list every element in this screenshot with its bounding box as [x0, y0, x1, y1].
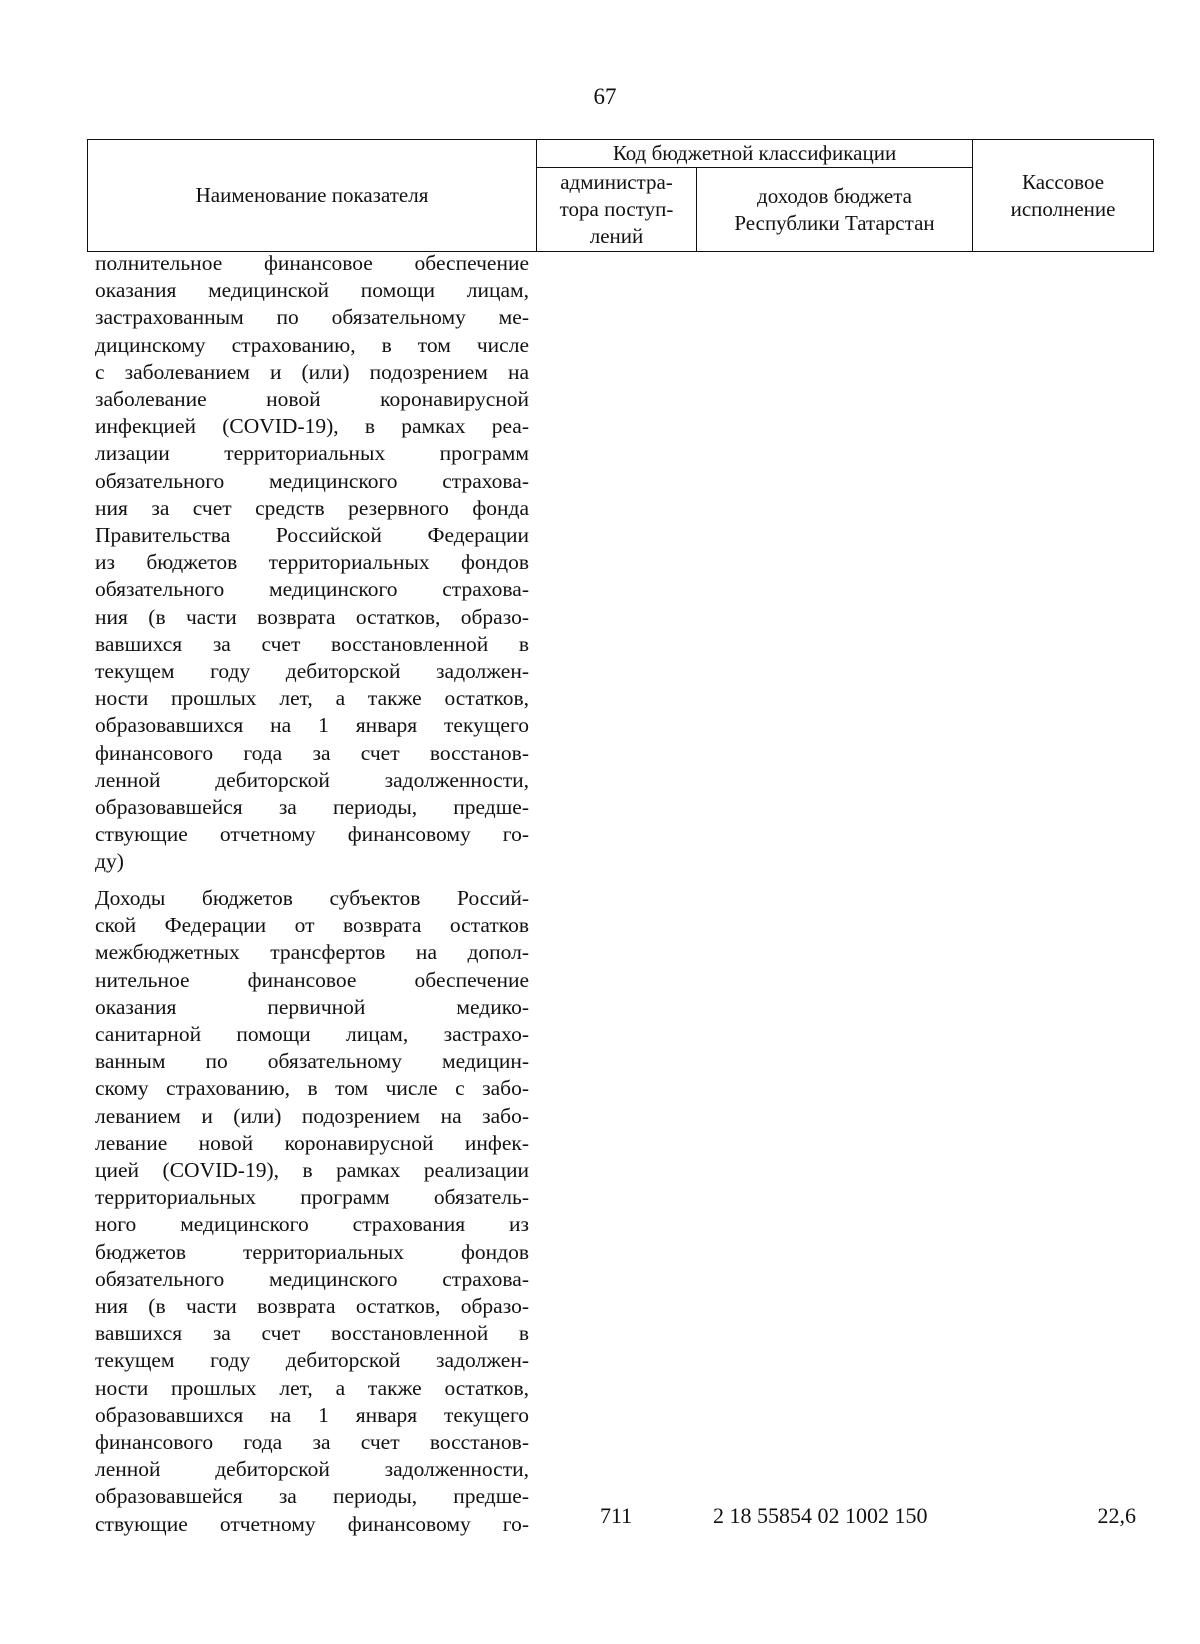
text-line: межбюджетных трансфертов на допол- — [95, 940, 529, 965]
row-1-indicator-name — [95, 250, 529, 876]
text-line: образовавшейся за периоды, предше- — [95, 1484, 529, 1509]
text-line: леванием и (или) подозрением на забо- — [95, 1103, 529, 1128]
text-line: территориальных программ обязатель- — [95, 1185, 529, 1210]
header-cash-execution-line: исполнение — [1010, 196, 1116, 221]
text-line: ного медицинского страхования из — [95, 1212, 529, 1237]
text-line: образовавшихся на 1 января текущего — [95, 713, 529, 738]
text-line: из бюджетов территориальных фондов — [95, 550, 529, 575]
text-line: ствующие отчетному финансовому го- — [95, 822, 529, 847]
text-line: санитарной помощи лицам, застрахо- — [95, 1022, 529, 1047]
header-administrator — [537, 168, 697, 252]
text-line: текущем году дебиторской задолжен- — [95, 1348, 529, 1373]
text-line: нительное финансовое обеспечение — [95, 967, 529, 992]
text-line: полнительное финансовое обеспечение — [95, 251, 529, 275]
text-line: оказания медицинской помощи лицам, — [95, 278, 529, 303]
text-line: скому страхованию, в том числе с забо- — [95, 1076, 529, 1101]
text-line: Правительства Российской Федерации — [95, 523, 529, 548]
text-line: цией (COVID-19), в рамках реализации — [95, 1158, 529, 1183]
text-line: дицинскому страхованию, в том числе — [95, 332, 529, 357]
header-administrator-line: администра- — [560, 170, 673, 194]
text-line: оказания первичной медико- — [95, 994, 529, 1019]
text-line: лизации территориальных программ — [95, 441, 529, 466]
text-line: ленной дебиторской задолженности, — [95, 767, 529, 792]
text-line: Доходы бюджетов субъектов Россий- — [95, 886, 529, 910]
text-line: с заболеванием и (или) подозрением на — [95, 359, 529, 384]
text-line: ности прошлых лет, а также остатков, — [95, 1375, 529, 1400]
header-administrator-line: лений — [589, 224, 644, 248]
row-2-cash-execution: 22,6 — [1097, 1503, 1136, 1528]
text-line: ния за счет средств резервного фонда — [95, 495, 529, 520]
page-number: 67 — [593, 84, 617, 109]
text-line: текущем году дебиторской задолжен- — [95, 659, 529, 684]
header-indicator-name: Наименование показателя — [88, 140, 537, 252]
header-income-code-line: Республики Татарстан — [734, 210, 935, 235]
text-line: образовавшихся на 1 января текущего — [95, 1402, 529, 1427]
text-line: ванным по обязательному медицин- — [95, 1049, 529, 1074]
header-cash-execution — [973, 140, 1154, 252]
text-line: образовавшейся за периоды, предше- — [95, 795, 529, 820]
text-line: ленной дебиторской задолженности, — [95, 1457, 529, 1482]
row-2-administrator-code: 711 — [600, 1503, 633, 1528]
text-line: ствующие отчетному финансовому го- — [95, 1511, 529, 1536]
text-line: инфекцией (COVID-19), в рамках реа- — [95, 414, 529, 439]
text-line: вавшихся за счет восстановленной в — [95, 631, 529, 656]
text-line: финансового года за счет восстанов- — [95, 1430, 529, 1455]
row-2-income-code: 2 18 55854 02 1002 150 — [713, 1503, 928, 1528]
header-administrator-line: тора поступ- — [559, 197, 674, 221]
text-line: ской Федерации от возврата остатков — [95, 913, 529, 938]
text-line: обязательного медицинского страхова- — [95, 468, 529, 493]
text-line: левание новой коронавирусной инфек- — [95, 1130, 529, 1155]
header-budget-code-group: Код бюджетной классификации — [537, 140, 973, 168]
header-income-code — [697, 168, 973, 252]
table-header — [87, 139, 1154, 252]
text-line: заболевание новой коронавирусной — [95, 387, 529, 412]
text-line: обязательного медицинского страхова- — [95, 577, 529, 602]
text-line: ности прошлых лет, а также остатков, — [95, 686, 529, 711]
text-line: бюджетов территориальных фондов — [95, 1239, 529, 1264]
text-line: обязательного медицинского страхова- — [95, 1266, 529, 1291]
header-cash-execution-line: Кассовое — [1021, 169, 1105, 194]
text-line: ду) — [95, 849, 124, 874]
row-2-indicator-name — [95, 885, 529, 1538]
header-income-code-line: доходов бюджета — [757, 183, 912, 208]
text-line: ния (в части возврата остатков, образо- — [95, 1294, 529, 1319]
text-line: вавшихся за счет восстановленной в — [95, 1321, 529, 1346]
text-line: финансового года за счет восстанов- — [95, 740, 529, 765]
text-line: застрахованным по обязательному ме- — [95, 305, 529, 330]
text-line: ния (в части возврата остатков, образо- — [95, 604, 529, 629]
